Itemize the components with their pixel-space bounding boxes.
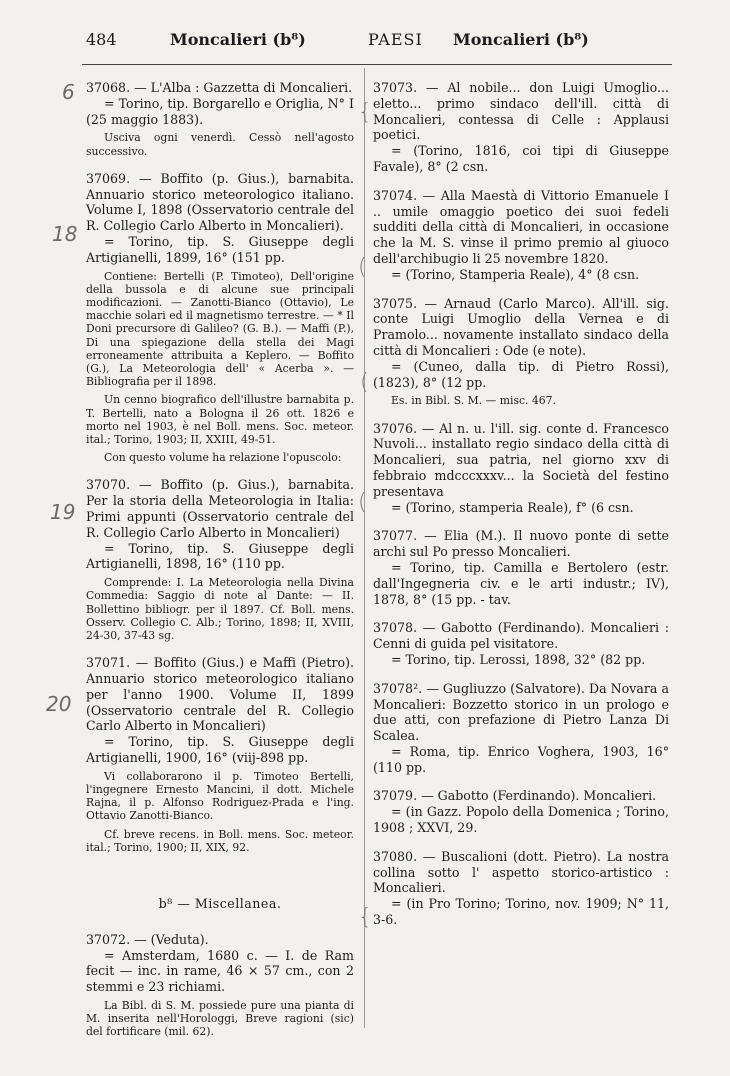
entry-heading: 37080. — Buscalioni (dott. Pietro). La nostra collina sotto l' aspetto storico-artistico : Moncalieri.: [373, 848, 669, 896]
entry-note: Comprende: I. La Meteorologia nella Divina Commedia: Saggio di note al Dante: — II. Bollettino bibliogr. per il 1897. Cf. Boll. mens. Osserv. Collegio C. Alb.; Torino, 1898; II, XVIII, 24-30, 37-43 sg.: [86, 576, 354, 643]
section-title: b⁸ — Miscellanea.: [158, 896, 282, 912]
entry-imprint: = (in Pro Torino; Torino, nov. 1909; N° 11, 3-6.: [373, 896, 669, 928]
bibliography-entry: [86, 477, 354, 642]
entry-imprint: = (Torino, Stamperia Reale), 4° (8 csn.: [391, 266, 640, 282]
entry-heading: 37069. — Boffito (p. Gius.), barnabita. Annuario storico meteorologico italiano. Volume I, 1898 (Osservatorio centrale del R. Collegio Carlo Alberto in Moncalieri).: [86, 170, 354, 234]
margin-bracket-mark: {: [358, 100, 372, 125]
margin-bracket-mark: (: [358, 490, 367, 515]
entry-note: Vi collaborarono il p. Timoteo Bertelli, l'ingegnere Ernesto Mancini, il dott. Michele Rajna, il p. Alfonso Rodriguez-Prada e l'ing. Ottavio Zanotti-Bianco.: [86, 769, 354, 823]
bibliography-entry: [86, 171, 354, 465]
entry-heading: 37071. — Boffito (Gius.) e Maffi (Pietro). Annuario storico meteorologico italiano per l'anno 1900. Volume II, 1899 (Osservatorio centrale del R. Collegio Carlo Alberto in Moncalieri): [86, 655, 354, 734]
bibliography-entry: [373, 849, 669, 928]
entry-heading: 37077. — Elia (M.). Il nuovo ponte di sette archi sul Po presso Moncalieri.: [373, 528, 669, 560]
entry-heading: 37072. — (Veduta).: [86, 931, 209, 947]
entry-imprint: = (Torino, stamperia Reale), f° (6 csn.: [391, 499, 634, 515]
entry-imprint: = Torino, tip. Camilla e Bertolero (estr. dall'Ingegneria civ. e le arti industr.; IV), 1878, 8° (15 pp. - tav.: [373, 559, 669, 607]
entry-imprint: = Torino, tip. S. Giuseppe degli Artigianelli, 1899, 16° (151 pp.: [86, 233, 354, 265]
bibliography-entry: [373, 421, 669, 516]
column-divider: [364, 68, 365, 1028]
bibliography-entry: [86, 80, 354, 158]
entry-note: Es. in Bibl. S. M. — misc. 467.: [391, 394, 556, 408]
entry-imprint: = (Cuneo, dalla tip. di Pietro Rossi), (1823), 8° (12 pp.: [373, 358, 669, 390]
running-title-center: PAESI: [368, 30, 423, 49]
bibliography-entry: [86, 932, 354, 1039]
margin-note-20: 20: [46, 692, 72, 716]
entry-note: Usciva ogni venerdì. Cessò nell'agosto successivo.: [86, 131, 354, 158]
entry-heading: 37078². — Gugliuzzo (Salvatore). Da Novara a Moncalieri: Bozzetto storico in un prologo e due atti, con prefazione di Pietro Lanza Di Scalea.: [373, 680, 669, 744]
entry-heading: 37074. — Alla Maestà di Vittorio Emanuele I .. umile omaggio poetico dei suoi fedeli sudditi della città di Moncalieri, in occasione che la M. S. vinse il primo premio al giuoco dell'archibugio li 25 novembre 1820.: [373, 187, 669, 266]
entry-imprint: = Roma, tip. Enrico Voghera, 1903, 16° (110 pp.: [373, 743, 669, 775]
margin-bracket-mark: {: [358, 905, 372, 930]
entry-imprint: = Torino, tip. S. Giuseppe degli Artigianelli, 1900, 16° (viij-898 pp.: [86, 734, 354, 765]
bibliography-entry: [373, 80, 669, 175]
entry-imprint: = (Torino, 1816, coi tipi di Giuseppe Favale), 8° (2 csn.: [373, 143, 669, 174]
page-number: 484: [86, 30, 117, 49]
bibliography-entry: [86, 655, 354, 854]
bibliography-entry: [373, 681, 669, 776]
entry-note: Cf. breve recens. in Boll. mens. Soc. meteor. ital.; Torino, 1900; II, XIX, 92.: [86, 827, 354, 854]
entry-imprint: = Torino, tip. Lerossi, 1898, 32° (82 pp.: [391, 651, 646, 667]
right-column: [373, 80, 669, 941]
entry-heading: 37070. — Boffito (p. Gius.), barnabita. Per la storia della Meteorologia in Italia: Primi appunti (Osservatorio centrale del R. Collegio Carlo Alberto in Moncalieri): [86, 477, 354, 540]
entry-heading: 37078. — Gabotto (Ferdinando). Moncalieri : Cenni di guida pel visitatore.: [373, 620, 669, 652]
bibliography-entry: [373, 296, 669, 408]
margin-bracket-mark: (: [358, 255, 367, 280]
entry-note: Un cenno biografico dell'illustre barnabita p. T. Bertelli, nato a Bologna il 26 ott. 1826 e morto nel 1903, è nel Boll. mens. Soc. meteor. ital.; Torino, 1903; II, XXIII, 49-51.: [86, 393, 354, 447]
entry-imprint: = (in Gazz. Popolo della Domenica ; Torino, 1908 ; XXVI, 29.: [373, 804, 669, 836]
entry-imprint: = Torino, tip. Borgarello e Origlia, N° I (25 maggio 1883).: [86, 95, 354, 127]
header-rule: [82, 64, 672, 65]
entry-heading: 37075. — Arnaud (Carlo Marco). All'ill. sig. conte Luigi Umoglio della Vernea e di Pramolo... novamente installato sindaco della città di Moncalieri : Ode (e note).: [373, 295, 669, 358]
margin-bracket-mark: (: [360, 370, 369, 395]
margin-note-18: 18: [52, 222, 78, 246]
entry-heading: 37068. — L'Alba : Gazzetta di Moncalieri.: [86, 80, 353, 95]
entry-imprint: = Amsterdam, 1680 c. — I. de Ram fecit — inc. in rame, 46 × 57 cm., con 2 stemmi e 23 richiami.: [86, 947, 354, 995]
entry-note: Contiene: Bertelli (P. Timoteo), Dell'origine della bussola e di alcune sue principali modificazioni. — Zanotti-Bianco (Ottavio), Le macchie solari ed il magnetismo terrestre. — * Il Doni precursore di Galileo? (G. B.). — Maffi (P.), Di una spiegazione della stella dei Magi erroneamente attribuita a Keplero. — Boffito (G.), La Meteorologia dell' « Acerba ». — Bibliografia per il 1898.: [86, 269, 354, 389]
bibliography-entry: [373, 788, 669, 835]
entry-heading: 37079. — Gabotto (Ferdinando). Moncalieri.: [373, 788, 657, 804]
bibliography-entry: [373, 188, 669, 283]
entry-note: La Bibl. di S. M. possiede pure una pianta di M. inserita nell'Horologgi, Breve ragioni (sic) del fortificare (mil. 62).: [86, 999, 354, 1039]
bibliography-entry: [373, 528, 669, 607]
margin-note-6: 6: [62, 80, 75, 104]
entry-note: Con questo volume ha relazione l'opuscolo:: [104, 451, 342, 465]
entry-heading: 37076. — Al n. u. l'ill. sig. conte d. Francesco Nuvoli... installato regio sindaco della città di Moncalieri, sua patria, nel giorno xxv di febbraio mdcccxxxv... la Società del festino presentava: [373, 420, 669, 499]
left-column: [86, 80, 354, 1052]
margin-note-19: 19: [50, 500, 76, 524]
entry-heading: 37073. — Al nobile... don Luigi Umoglio... eletto... primo sindaco dell'ill. città di Moncalieri, contessa di Celle : Applausi poetici.: [373, 80, 669, 143]
page-header: [78, 30, 678, 60]
entry-imprint: = Torino, tip. S. Giuseppe degli Artigianelli, 1898, 16° (110 pp.: [86, 540, 354, 572]
running-title-left: Moncalieri (b⁸): [170, 30, 306, 49]
bibliography-entry: [373, 620, 669, 667]
running-title-right: Moncalieri (b⁸): [453, 30, 589, 49]
